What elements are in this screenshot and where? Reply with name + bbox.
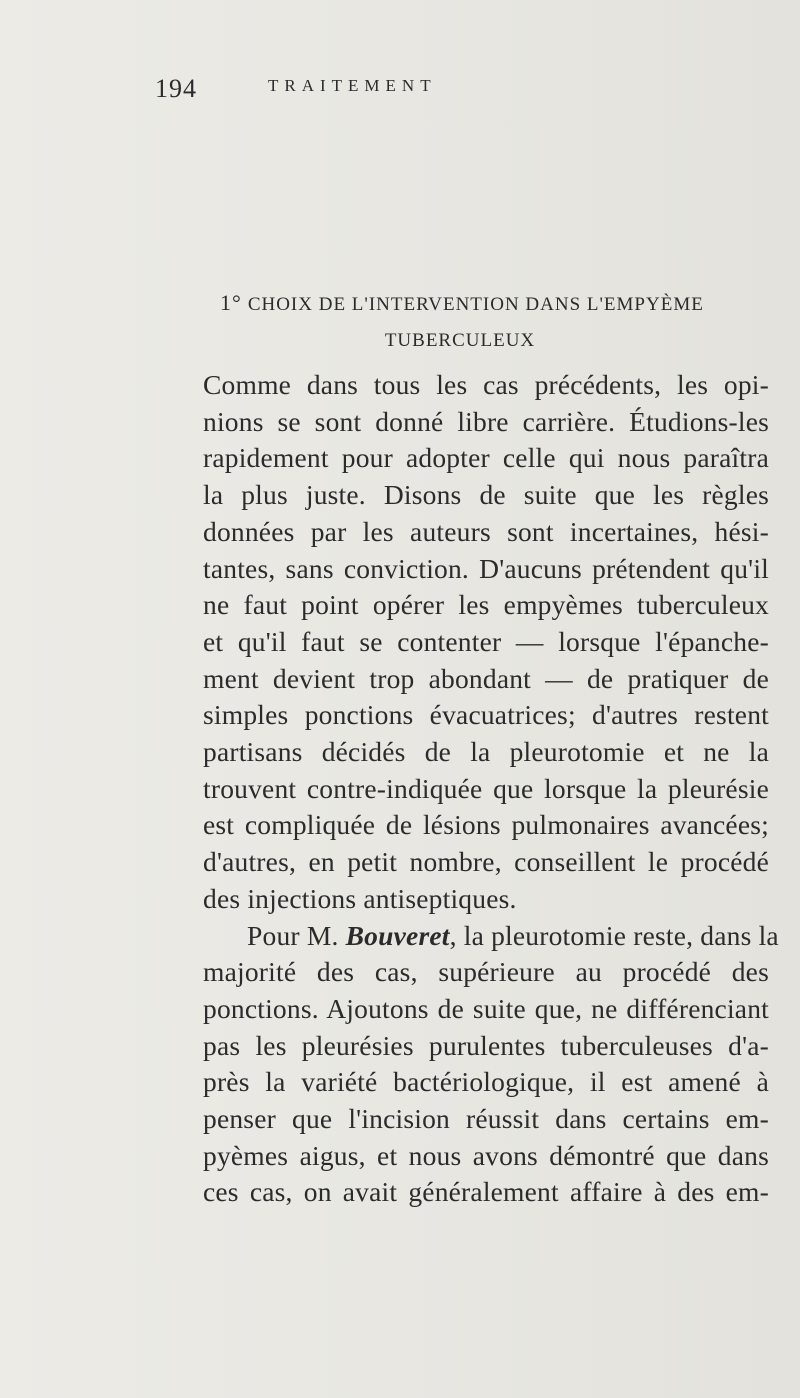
text-line: d'autres, en petit nombre, conseillent le procédé bbox=[203, 846, 769, 878]
author-name: Bouveret bbox=[345, 919, 450, 951]
text-line: ne faut point opérer les empyèmes tuberculeux bbox=[203, 589, 769, 621]
text-line: simples ponctions évacuatrices; d'autres restent bbox=[203, 699, 769, 731]
text-line: rapidement pour adopter celle qui nous paraîtra bbox=[203, 442, 769, 474]
text-line: Comme dans tous les cas précédents, les opi- bbox=[203, 369, 769, 400]
text-line: pyèmes aigus, et nous avons démontré que dans bbox=[203, 1139, 769, 1171]
page-number: 194 bbox=[155, 74, 197, 103]
text-line: ponctions. Ajoutons de suite que, ne différenciant bbox=[203, 992, 769, 1024]
section-heading bbox=[220, 285, 750, 359]
text-line: penser que l'incision réussit dans certains em- bbox=[203, 1103, 769, 1135]
text-line: et qu'il faut se contenter — lorsque l'épanche- bbox=[203, 625, 769, 657]
paragraph-1 bbox=[159, 367, 769, 918]
text-line: des injections antiseptiques. bbox=[203, 882, 517, 914]
paragraph-2 bbox=[159, 918, 779, 1212]
text-fragment: , la pleurotomie reste, dans la bbox=[449, 919, 779, 951]
text-line: majorité des cas, supérieure au procédé des bbox=[203, 956, 769, 988]
section-title-line1: CHOIX DE L'INTERVENTION DANS L'EMPYÈME bbox=[247, 294, 704, 315]
text-line: est compliquée de lésions pulmonaires avancées; bbox=[203, 809, 769, 841]
body-text bbox=[159, 367, 779, 1211]
text-line: ces cas, on avait généralement affaire à des em- bbox=[203, 1176, 769, 1208]
text-line: la plus juste. Disons de suite que les règles bbox=[203, 479, 769, 511]
text-line bbox=[159, 918, 779, 955]
text-line: tantes, sans conviction. D'aucuns prétendent qu'il bbox=[203, 552, 769, 584]
text-line: nions se sont donné libre carrière. Étudions-les bbox=[203, 405, 769, 437]
text-line: partisans décidés de la pleurotomie et ne la bbox=[203, 736, 769, 768]
text-fragment: Pour M. bbox=[247, 919, 346, 951]
section-number: 1° bbox=[220, 290, 242, 315]
running-head: TRAITEMENT bbox=[268, 76, 437, 95]
text-line: près la variété bactériologique, il est amené à bbox=[203, 1066, 769, 1098]
text-line: pas les pleurésies purulentes tuberculeuses d'a- bbox=[203, 1029, 769, 1061]
text-line: trouvent contre-indiquée que lorsque la pleurésie bbox=[203, 772, 769, 804]
section-title-line2: TUBERCULEUX bbox=[384, 330, 536, 351]
text-line: données par les auteurs sont incertaines, hési- bbox=[203, 515, 769, 547]
text-line: ment devient trop abondant — de pratiquer de bbox=[203, 662, 769, 694]
